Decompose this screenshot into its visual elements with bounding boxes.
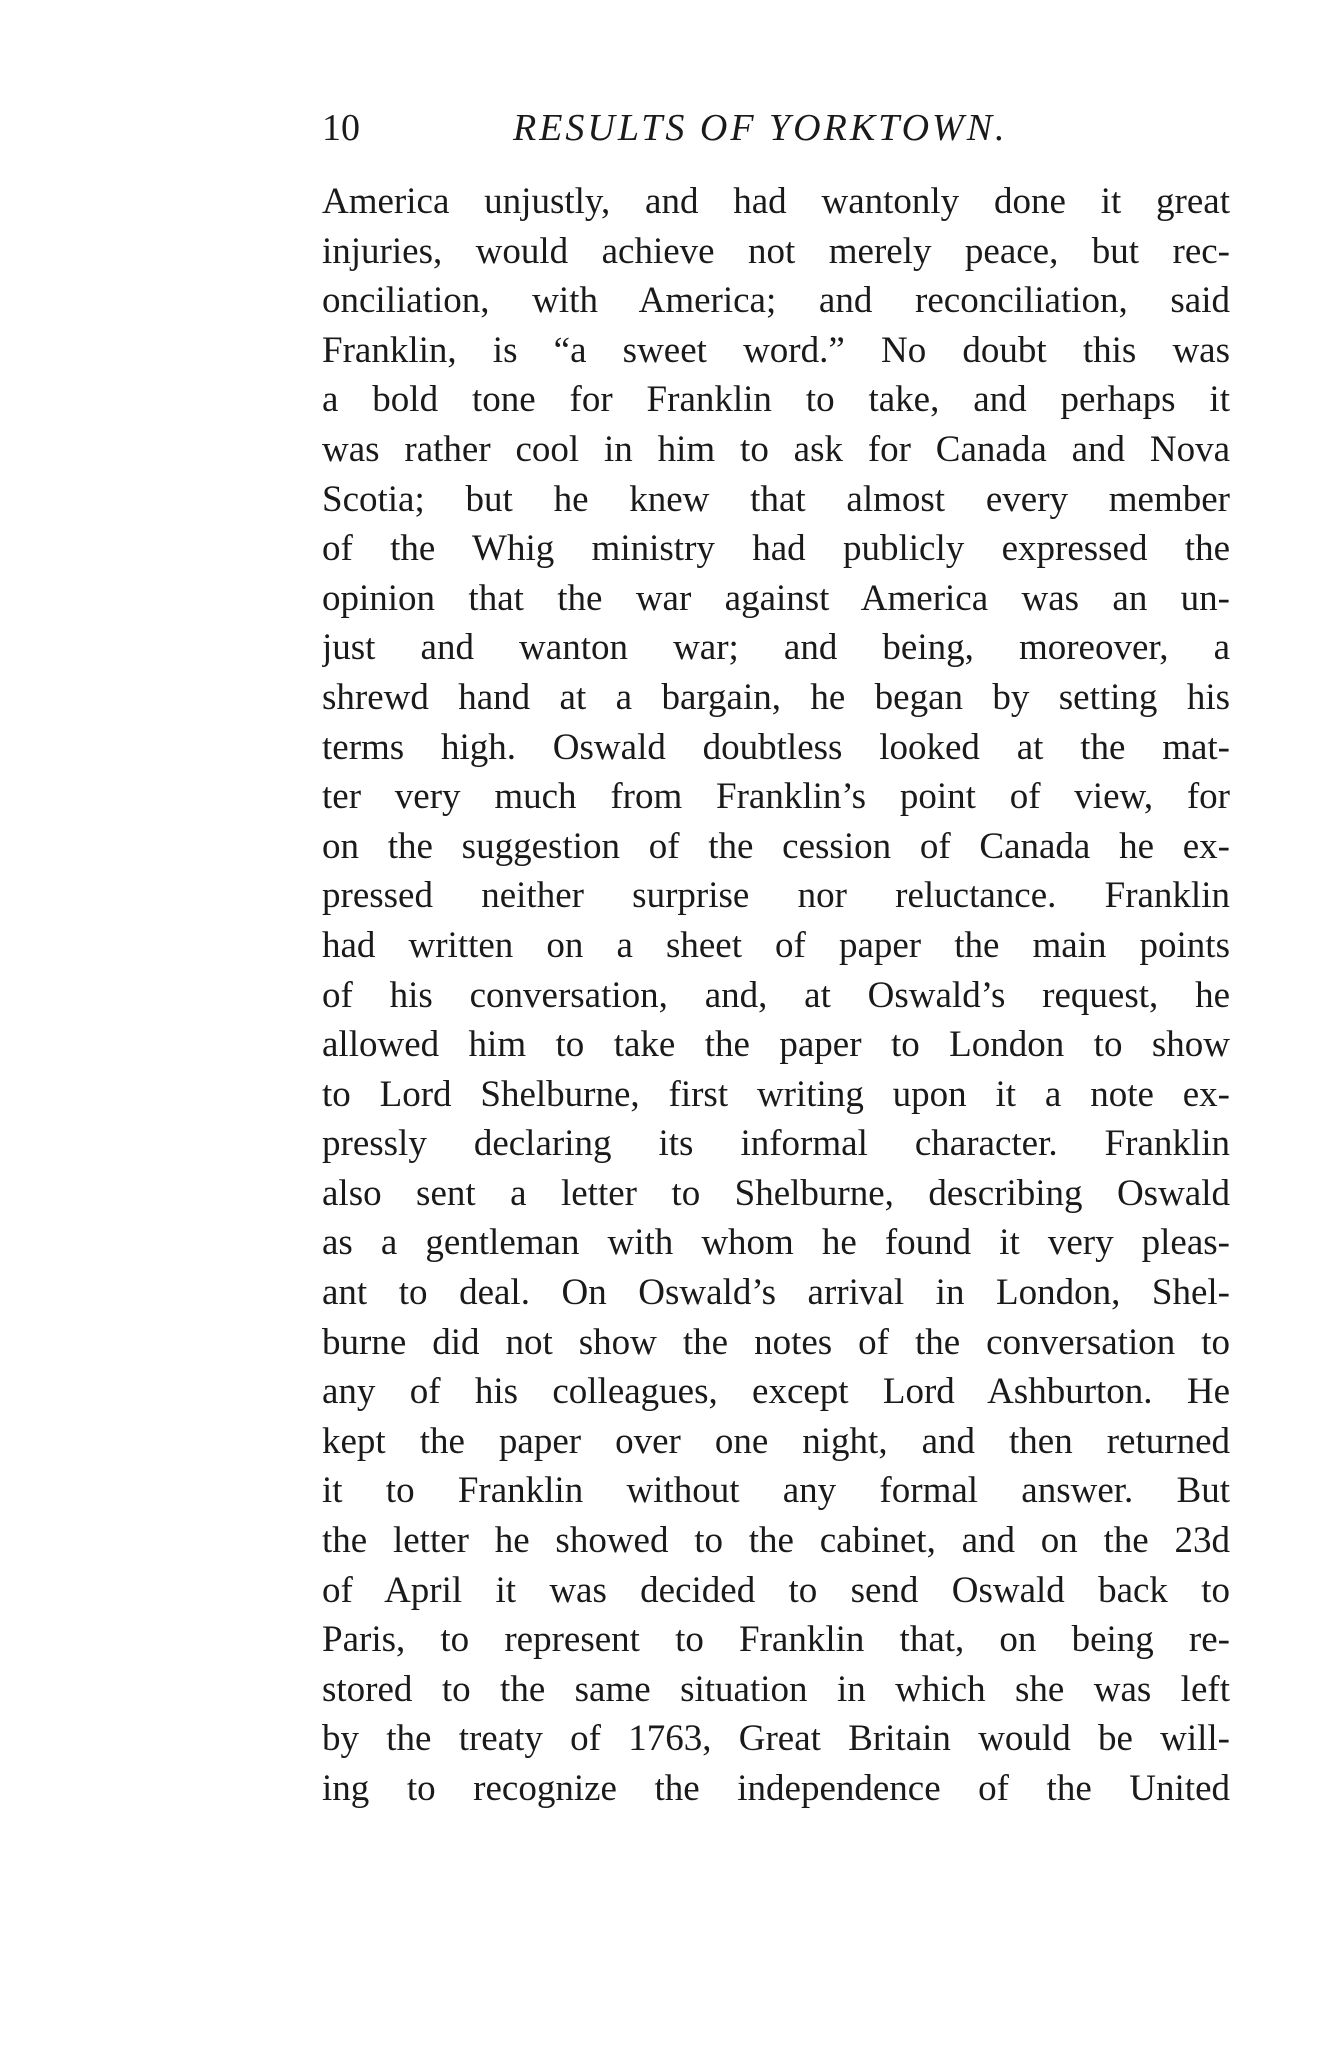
- text-line: of April it was decided to send Oswald back to: [322, 1569, 1230, 1611]
- text-line: opinion that the war against America was an un-: [322, 577, 1230, 619]
- page-number: 10: [322, 107, 360, 149]
- text-line: also sent a letter to Shelburne, describing Oswald: [322, 1172, 1230, 1214]
- text-line: shrewd hand at a bargain, he began by setting his: [322, 676, 1230, 718]
- text-line: pressed neither surprise nor reluctance. Franklin: [322, 875, 1230, 917]
- text-line: of his conversation, and, at Oswald’s request, he: [322, 974, 1230, 1016]
- text-line: had written on a sheet of paper the main points: [322, 924, 1230, 966]
- text-line: stored to the same situation in which she was left: [322, 1668, 1230, 1710]
- text-line: Paris, to represent to Franklin that, on being re-: [322, 1619, 1230, 1661]
- text-line: burne did not show the notes of the conversation to: [322, 1321, 1230, 1363]
- body-text: [322, 177, 1230, 1814]
- text-line: a bold tone for Franklin to take, and perhaps it: [322, 379, 1230, 421]
- text-line: pressly declaring its informal character. Franklin: [322, 1123, 1230, 1165]
- text-line: by the treaty of 1763, Great Britain would be will-: [322, 1718, 1230, 1760]
- text-line: the letter he showed to the cabinet, and on the 23d: [322, 1520, 1230, 1562]
- text-line: Scotia; but he knew that almost every member: [322, 478, 1230, 520]
- text-line: ter very much from Franklin’s point of view, for: [322, 776, 1230, 818]
- text-line: kept the paper over one night, and then returned: [322, 1420, 1230, 1462]
- text-line: America unjustly, and had wantonly done it great: [322, 181, 1230, 222]
- text-line: Franklin, is “a sweet word.” No doubt this was: [322, 329, 1230, 371]
- text-line: as a gentleman with whom he found it very pleas-: [322, 1222, 1230, 1264]
- text-line: any of his colleagues, except Lord Ashburton. He: [322, 1371, 1230, 1413]
- text-line: it to Franklin without any formal answer. But: [322, 1470, 1230, 1512]
- running-head: RESULTS OF YORKTOWN.: [513, 107, 1008, 149]
- page-header: [318, 98, 1233, 158]
- text-line: on the suggestion of the cession of Canada he ex-: [322, 825, 1230, 867]
- text-line: ant to deal. On Oswald’s arrival in London, Shel-: [322, 1272, 1230, 1314]
- text-line: to Lord Shelburne, first writing upon it a note ex-: [322, 1073, 1230, 1115]
- text-line: just and wanton war; and being, moreover, a: [322, 627, 1230, 669]
- text-line: terms high. Oswald doubtless looked at the mat-: [322, 726, 1230, 768]
- text-line: onciliation, with America; and reconciliation, said: [322, 280, 1230, 322]
- text-line: was rather cool in him to ask for Canada and Nova: [322, 428, 1230, 470]
- text-line: injuries, would achieve not merely peace, but rec-: [322, 230, 1230, 272]
- text-line: allowed him to take the paper to London to show: [322, 1024, 1230, 1066]
- text-line: ing to recognize the independence of the United: [322, 1768, 1230, 1809]
- text-line: of the Whig ministry had publicly expressed the: [322, 528, 1230, 570]
